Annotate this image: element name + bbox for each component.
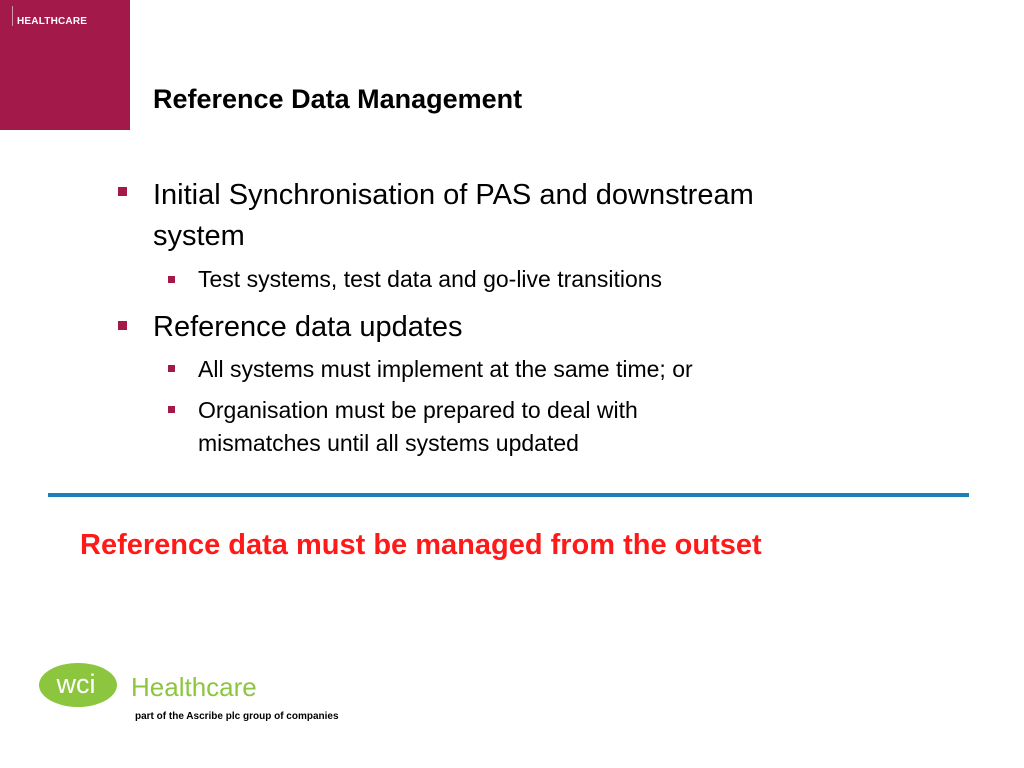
bullet-1-line-2: system [153,220,245,252]
slide-title: Reference Data Management [153,84,523,114]
callout-text: Reference data must be managed from the outset [80,529,762,561]
sub-bullet-2-2-line-1: Organisation must be prepared to deal with [198,397,638,423]
corner-label: HEALTHCARE [17,16,88,27]
sub-bullet-1-1: Test systems, test data and go-live transitions [198,266,663,292]
brand-corner-tab [0,0,130,130]
logo-wordmark: Healthcare [131,672,257,702]
sub-bullet-square-icon [168,365,175,372]
bullet-square-icon [118,321,127,330]
sub-bullet-2-1: All systems must implement at the same time; or [198,356,693,382]
sub-bullet-square-icon [168,406,175,413]
section-divider [48,493,969,497]
bullet-square-icon [118,187,127,196]
sub-bullet-2-2-line-2: mismatches until all systems updated [198,430,579,456]
bullet-1-line-1: Initial Synchronisation of PAS and downstream [153,179,754,211]
bullet-2: Reference data updates [153,311,463,343]
wci-logo-icon [38,662,122,708]
company-tagline: part of the Ascribe plc group of companies [135,711,339,722]
sub-bullet-square-icon [168,276,175,283]
corner-divider-mark [12,6,13,26]
logo-mark-text: wci [56,669,96,699]
